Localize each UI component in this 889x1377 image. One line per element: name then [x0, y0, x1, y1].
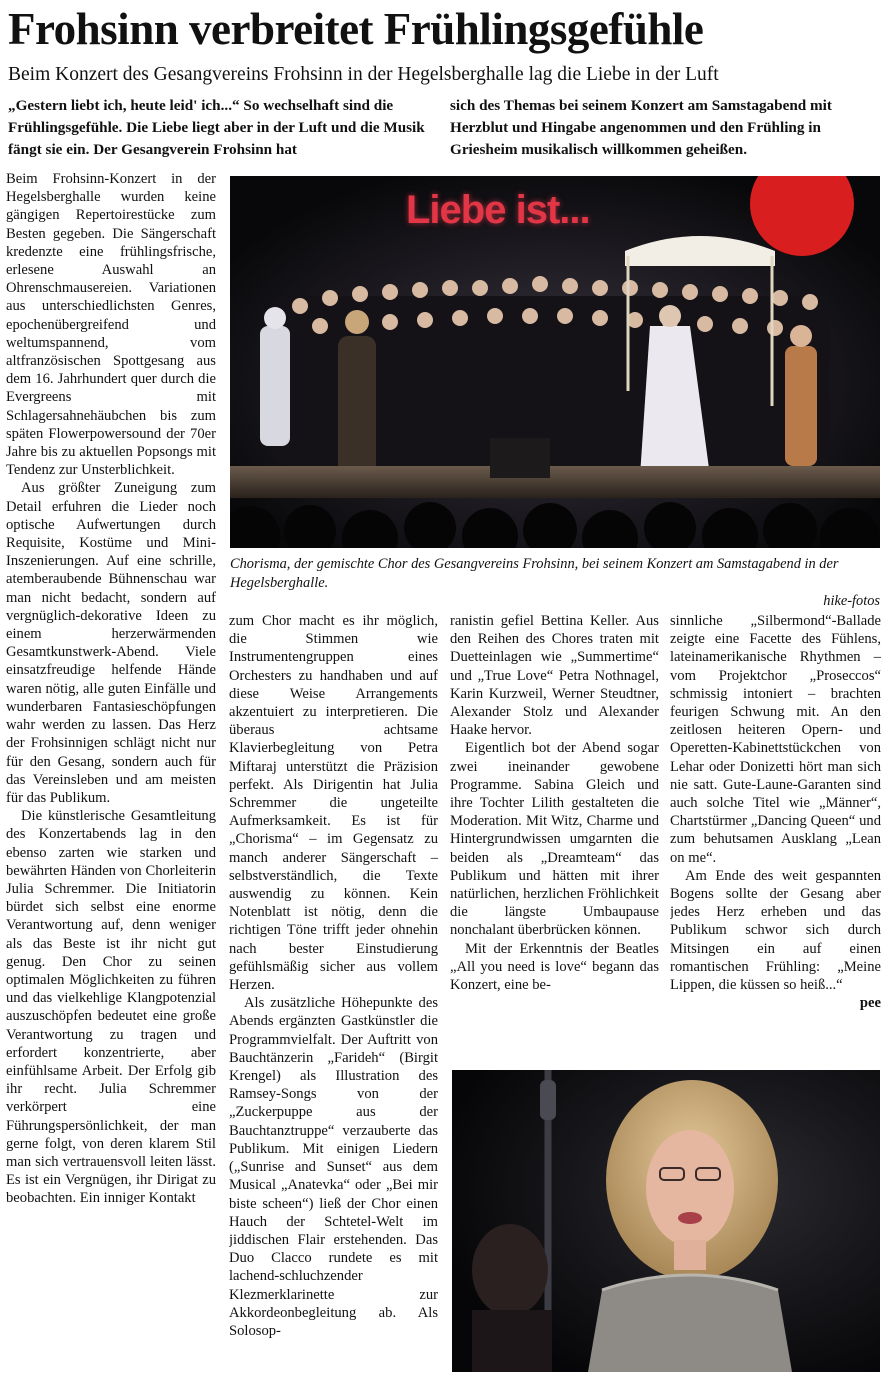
paragraph: Die künstlerische Gesamtleitung des Konzertabends lag in den ebenso zarten wie starken und bewährten Händen von Chorleiterin Julia Schremmer. Die Initiatorin bürdet sich selbst eine enorme Verantwortung auf, denn weniger als das Beste ist ihr nicht gut genug. Den Chor zu seinen optimalen Möglichkeiten zu führen und das vielkehlige Klangpotenzial auszuschöpfen bedeutet eine große Verantwortung zu tragen und erfordert konzentrierte, aber einfühlsame Arbeit. Der Erfolg gib ihr recht. Julia Schremmer verkörpert eine Führungspersönlichkeit, der man gerne folgt, von deren klarem Stil man sich vertrauensvoll leiten lässt. Es ist ein Vergnügen, ihr Dirigat zu beobachten. Ein inniger Kontakt [6, 808, 216, 1207]
paragraph: Mit der Erkenntnis der Beatles „All you need is love“ begann das Konzert, eine be- [450, 940, 659, 994]
author-signature: pee [859, 995, 881, 1012]
text-column-4 [670, 612, 881, 1062]
paragraph: Aus größter Zuneigung zum Detail erfuhren die Lieder noch optische Aufwertungen durch Requisite, Kostüme und Mini-Inszenierungen. Auf eine schrille, atemberaubende Bühnenschau war man nicht bedacht, sondern auf vergnüglich-dekorative Ideen zu einem herzerwärmenden Gesamtkunstwerk-Abend. Viele einsatzfreudige helfende Hände waren nötig, alle guten Einfälle und wunderbaren Fantasieschöpfungen wahr werden zu lassen. Das Herz der Frohsinnigen schlägt nicht nur für den Gesang, sondern auch für das Vereinsleben und am meisten für das Publikum. [6, 480, 216, 806]
subheadline: Beim Konzert des Gesangvereins Frohsinn in der Hegelsberghalle lag die Liebe in der Luft [8, 64, 719, 85]
paragraph: Eigentlich bot der Abend sogar zwei ineinander gewobene Programme. Sabina Gleich und ihre Tochter Lilith gestalteten die Moderation. Mit Witz, Charme und Hintergrundwissen umgarnten die beiden als „Dreamteam“ das Publikum und hätten mit ihrer natürlichen, herzlichen Fröhlichkeit die längste Umbaupause nonchalant überbrücken können. [450, 740, 659, 939]
paragraph: ranistin gefiel Bettina Keller. Aus den Reihen des Chores traten mit Duetteinlagen wie „Summertime“ und „True Love“ Petra Nothnagel, Karin Kurzweil, Werner Steudtner, Alexander Stolz und Alexander Haake hervor. [450, 613, 659, 739]
photo-credit: hike-fotos [823, 593, 880, 609]
photo-caption [230, 555, 880, 611]
paragraph: Am Ende des weit gespannten Bogens sollte der Gesang aber jedes Herz erheben und das Publikum schwor sich durch Mitsingen ein auf einen romantischen Frühling: „Meine Lippen, die küssen so heiß...“ [670, 867, 881, 994]
text-column-2 [229, 612, 438, 1372]
soloist-illustration [452, 1070, 880, 1372]
lead-paragraph-left: „Gestern liebt ich, heute leid' ich...“ So wechselhaft sind die Frühlingsgefühle. Die Liebe liegt aber in der Luft und die Musik fängt sie ein. Der Gesangverein Frohsinn hat [8, 97, 425, 158]
paragraph: Als zusätzliche Höhepunkte des Abends ergänzten Gastkünstler die Programmvielfalt. Der Auftritt von Bauchtänzerin „Farideh“ (Birgit Krengel) als Illustration des Ramsey-Songs von der „Zuckerpuppe aus der Bauchtanztruppe“ verzauberte das Publikum. Mit einigen Liedern („Sunrise and Sunset“ aus dem Musical „Anatevka“ oder „Bei mir biste scheen“) ließ der Chor einen Hauch der Schtetel-Welt im jiddischen Flair erstehenden. Das Duo Clacco rundete es mit lachend-schluchzender Klezmerklarinette zur Akkordeonbegleitung ab. Als Solosop- [229, 995, 438, 1339]
stage-banner: Liebe ist... [406, 188, 590, 232]
lead-paragraph-right: sich des Themas bei seinem Konzert am Samstagabend mit Herzblut und Hingabe angenommen und den Frühling in Griesheim musikalisch willkommen geheißen. [450, 97, 832, 158]
caption-text: Chorisma, der gemischte Chor des Gesangvereins Frohsinn, bei seinem Konzert am Samstagabend in der Hegelsberghalle. [230, 556, 839, 591]
paragraph: sinnliche „Silbermond“-Ballade zeigte eine Facette des Fühlens, lateinamerikanische Rhythmen – vom Projektchor „Proseccos“ schmissig intoniert – brachten feurigen Schwung mit. An den zeitlosen heiteren Opern- und Operetten-Kabinettstückchen von Lehar oder Donizetti hört man sich nie satt. Gute-Laune-Garanten sind auch solche Titel wie „Männer“, Chartstürmer „Dancing Queen“ und zum behutsamen Ausklang „Lean on me“. [670, 613, 881, 866]
headline: Frohsinn verbreitet Frühlingsgefühle [8, 4, 704, 54]
paragraph: zum Chor macht es ihr möglich, die Stimmen wie Instrumentengruppen eines Orchesters zu handhaben und auf diese Weise Arrangements akzentuiert zu interpretieren. Die überaus achtsame Klavierbegleitung von Petra Miftaraj unterstützt die Präzision perfekt. Als Dirigentin hat Julia Schremmer die ungeteilte Aufmerksamkeit. Es ist für „Chorisma“ – im Gegensatz zu manch anderer Sängerschaft – selbstverständlich, die Texte auswendig zu können. Kein Notenblatt ist nötig, denn die richtigen Töne trifft jeder ohnehin nach bester Einstudierung gefühlsmäßig sicher aus vollem Herzen. [229, 613, 438, 994]
text-column-1 [6, 170, 216, 1370]
choir-stage-photo [230, 176, 880, 548]
text-column-3 [450, 612, 659, 1062]
paragraph: Beim Frohsinn-Konzert in der Hegelsberghalle wurden keine gängigen Repertoirestücke zum Besten gegeben. Die Sängerschaft kredenzte eine frühlingsfrische, erlesene Auswahl an Ohrenschmausereien. Variationen aus unterschiedlichsten Genres, epochenübergreifend und weltumspannend, vom altfranzösischen Spottgesang aus dem 16. Jahrhundert quer durch die Evergreens mit Schlagersahnehäubchen bis zum späten Flowerpowersound der 70er Jahre bis zu aktuellen Popsongs mit Tendenz zur Unsterblichkeit. [6, 171, 216, 479]
soloist-photo [452, 1070, 880, 1372]
